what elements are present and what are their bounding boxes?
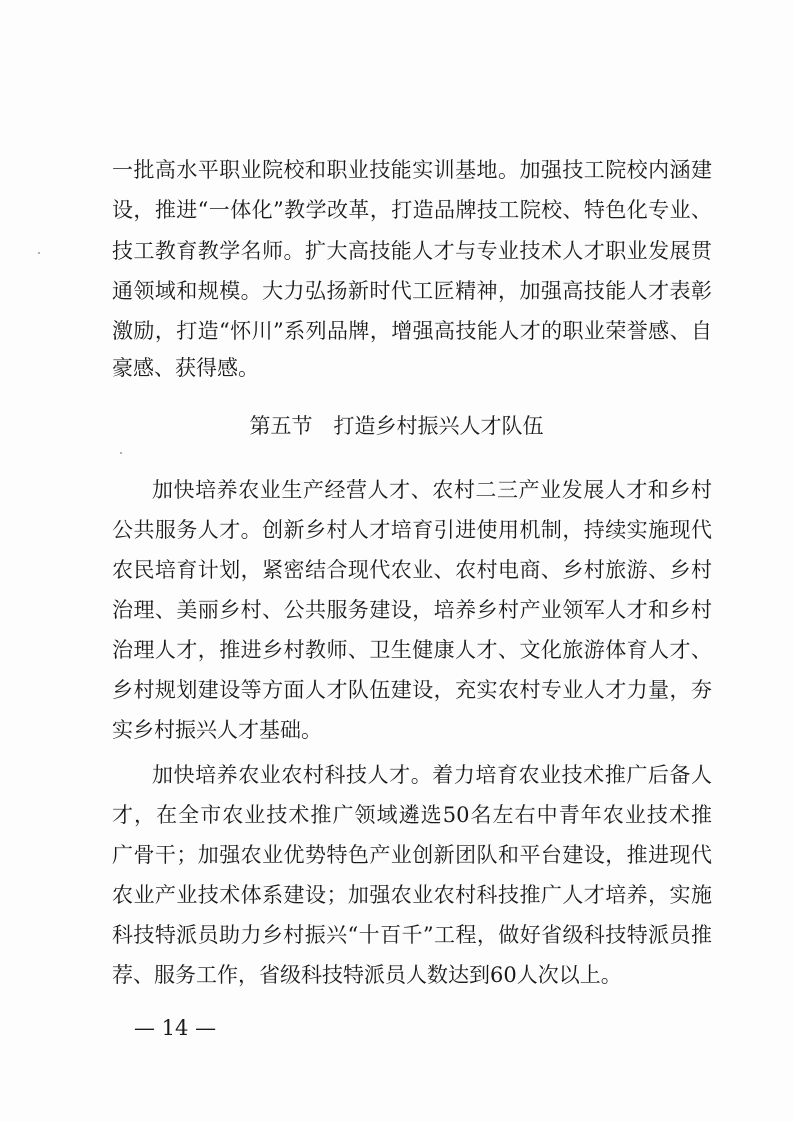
paragraph-line: 一批高水平职业院校和职业技能实训基地。加强技工院校内涵建 <box>112 158 712 182</box>
paragraph-line: 治理、美丽乡村、公共服务建设，培养乡村产业领军人才和乡村 <box>112 598 712 622</box>
paragraph-line: 广骨干；加强农业优势特色产业创新团队和平台建设，推进现代 <box>112 843 712 867</box>
paragraph-line: 科技特派员助力乡村振兴“十百千”工程，做好省级科技特派员推 <box>112 923 712 947</box>
paragraph-line: 豪感、获得感。 <box>112 356 259 380</box>
scan-speck <box>38 252 40 254</box>
paragraph-line: 荐、服务工作，省级科技特派员人数达到60人次以上。 <box>112 963 622 987</box>
paragraph-line: 公共服务人才。创新乡村人才培育引进使用机制，持续实施现代 <box>112 518 712 542</box>
paragraph-line: 设，推进“一体化”教学改革，打造品牌技工院校、特色化专业、 <box>112 198 712 222</box>
paragraph-line: 治理人才，推进乡村教师、卫生健康人才、文化旅游体育人才、 <box>112 638 712 662</box>
paragraph-line: 实乡村振兴人才基础。 <box>112 718 322 742</box>
paragraph-line: 农民培育计划，紧密结合现代农业、农村电商、乡村旅游、乡村 <box>112 558 712 582</box>
page-number: — 14 — <box>134 1016 217 1040</box>
paragraph-line: 加快培养农业生产经营人才、农村二三产业发展人才和乡村 <box>152 478 712 502</box>
paragraph-line: 通领域和规模。大力弘扬新时代工匠精神，加强高技能人才表彰 <box>112 279 712 303</box>
paragraph-line: 乡村规划建设等方面人才队伍建设，充实农村专业人才力量，夯 <box>112 678 712 702</box>
paragraph-line: 激励，打造“怀川”系列品牌，增强高技能人才的职业荣誉感、自 <box>112 319 712 343</box>
paragraph-line: 才，在全市农业技术推广领域遴选50名左右中青年农业技术推 <box>112 803 712 827</box>
paragraph-line: 技工教育教学名师。扩大高技能人才与专业技术人才职业发展贯 <box>112 239 712 263</box>
paragraph-line: 加快培养农业农村科技人才。着力培育农业技术推广后备人 <box>152 763 712 787</box>
paragraph-line: 农业产业技术体系建设；加强农业农村科技推广人才培养，实施 <box>112 883 712 907</box>
scan-speck <box>120 452 122 454</box>
section-heading: 第五节 打造乡村振兴人才队伍 <box>249 414 544 438</box>
